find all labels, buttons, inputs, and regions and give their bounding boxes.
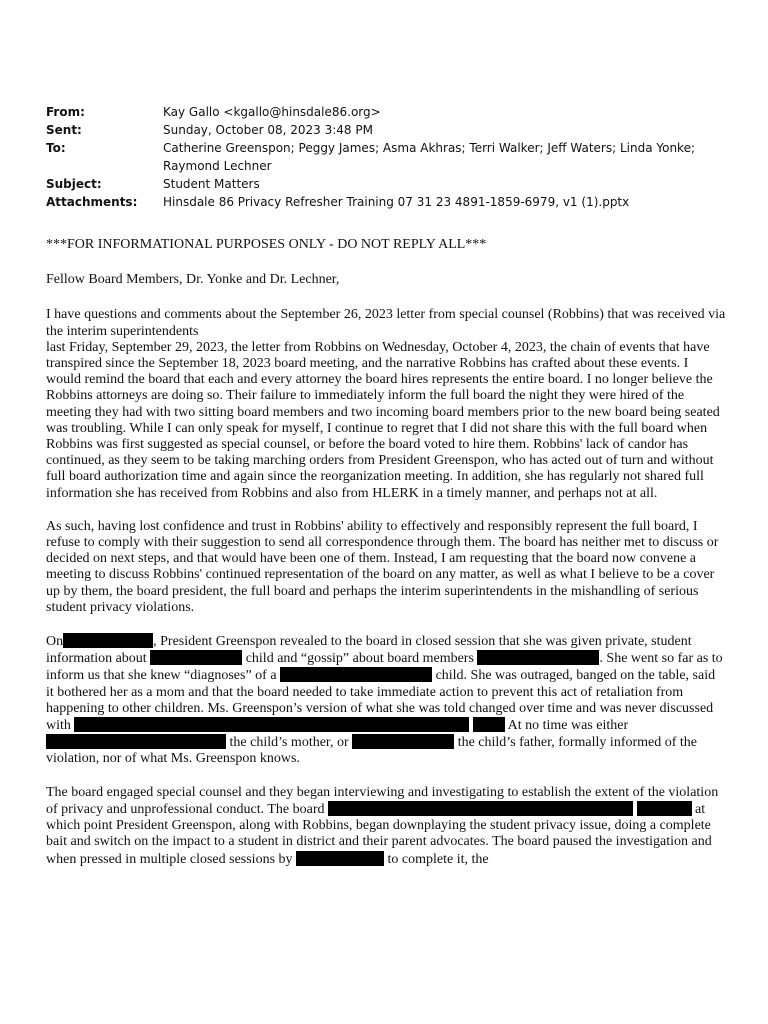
sent-value: Sunday, October 08, 2023 3:48 PM <box>163 123 373 137</box>
redaction-block <box>63 633 153 648</box>
subject-row <box>46 175 746 193</box>
sent-row <box>46 121 746 139</box>
subject-label: Subject: <box>46 177 102 191</box>
to-row <box>46 139 746 175</box>
p3-text-d: . She went so far as to inform us that she knew “diagnoses” of a <box>46 651 723 684</box>
email-header <box>46 103 746 211</box>
p3-text-f: At no time was either <box>507 718 629 734</box>
from-value: Kay Gallo <kgallo@hinsdale86.org> <box>163 105 381 119</box>
p3-text-h: the child’s father, formally informed of the violation, nor of what Ms. Greenspon knows. <box>46 735 698 767</box>
to-label: To: <box>46 141 66 155</box>
p3-text-b: , President Greenspon revealed to the board in closed session that she was given private, student information about <box>46 634 692 667</box>
redaction-block <box>150 650 242 665</box>
paragraph-2: As such, having lost confidence and trust in Robbins' ability to effectively and responsibly represent the full board, I refuse to comply with their suggestion to send all correspondence through them. The board has neither met to discuss or decided on next steps, and that would have been one of them. Instead, I am requesting that the board now convene a meeting to discuss Robbins' continued representation of the board on any matter, as well as what I believe to be a cover up by them, the board president, the full board and perhaps the interim superintendents in the mishandling of serious student privacy violations. <box>46 518 719 615</box>
sent-label: Sent: <box>46 123 82 137</box>
p3-text-g: the child’s mother, or <box>229 735 349 751</box>
salutation: Fellow Board Members, Dr. Yonke and Dr. Lechner, <box>46 272 340 288</box>
paragraph-3 <box>46 633 726 768</box>
email-body <box>46 237 726 885</box>
paragraph-1-line-1: I have questions and comments about the September 26, 2023 letter from special counsel (Robbins) that was received via the interim superintendents <box>46 307 726 339</box>
paragraph-4 <box>46 785 726 868</box>
redaction-block <box>352 734 454 749</box>
p4-text-c: to complete it, the <box>387 851 489 867</box>
redaction-block <box>74 717 469 732</box>
p3-text-e: child. She was outraged, banged on the table, said it bothered her as a mom and that the board needed to take immediate action to prevent this act of retaliation from happening to other children. Ms. Greenspon’s version of what she was told changed over time and was never discussed with <box>46 668 716 734</box>
redaction-block <box>473 717 505 732</box>
from-row <box>46 103 746 121</box>
redaction-block <box>46 734 226 749</box>
redaction-block <box>280 667 432 682</box>
attachments-row <box>46 193 746 211</box>
p3-text-a: On <box>46 634 64 650</box>
attachments-value: Hinsdale 86 Privacy Refresher Training 07 31 23 4891-1859-6979, v1 (1).pptx <box>163 195 630 209</box>
p4-text-a: The board engaged special counsel and they began interviewing and investigating to establish the extent of the violation of privacy and unprofessional conduct. The board <box>46 784 719 817</box>
redaction-block <box>477 650 599 665</box>
redaction-block <box>637 801 692 816</box>
banner-notice: ***FOR INFORMATIONAL PURPOSES ONLY - DO NOT REPLY ALL*** <box>46 237 487 252</box>
paragraph-1 <box>46 307 726 501</box>
paragraph-1-body: last Friday, September 29, 2023, the letter from Robbins on Wednesday, October 4, 2023, the chain of events that have transpired since the September 18, 2023 board meeting, and the narrative Robbins has crafted about these events. I would remind the board that each and every attorney the board hires represents the entire board. I no longer believe the Robbins attorneys are doing so. Their failure to immediately inform the full board the night they were hired of the meeting they had with two sitting board members and two incoming board members prior to the new board being seated was troubling. While I can only speak for myself, I continue to regret that I did not share this with the full board when Robbins was first suggested as special counsel, or before the board voted to hire them. Robbins' lack of candor has continued, as they seem to be taking marching orders from President Greenspon, who has acted out of turn and without full board authorization time and again since the reorganization meeting. In addition, she has regularly not shared full information she has received from Robbins and also from HLERK in a timely manner, and perhaps not at all. <box>46 339 720 501</box>
p3-text-c: child and “gossip” about board members <box>245 651 474 667</box>
attachments-label: Attachments: <box>46 195 138 209</box>
to-value: Catherine Greenspon; Peggy James; Asma Akhras; Terri Walker; Jeff Waters; Linda Yonke; Raymond Lechner <box>163 141 695 173</box>
from-label: From: <box>46 105 85 119</box>
redaction-block <box>296 851 384 866</box>
subject-value: Student Matters <box>163 177 260 191</box>
redaction-block <box>328 801 633 816</box>
p4-text-b: at which point President Greenspon, along with Robbins, began downplaying the student privacy issue, doing a complete bait and switch on the impact to a student in district and their parent advocates. The board paused the investigation and when pressed in multiple closed sessions by <box>46 801 712 867</box>
